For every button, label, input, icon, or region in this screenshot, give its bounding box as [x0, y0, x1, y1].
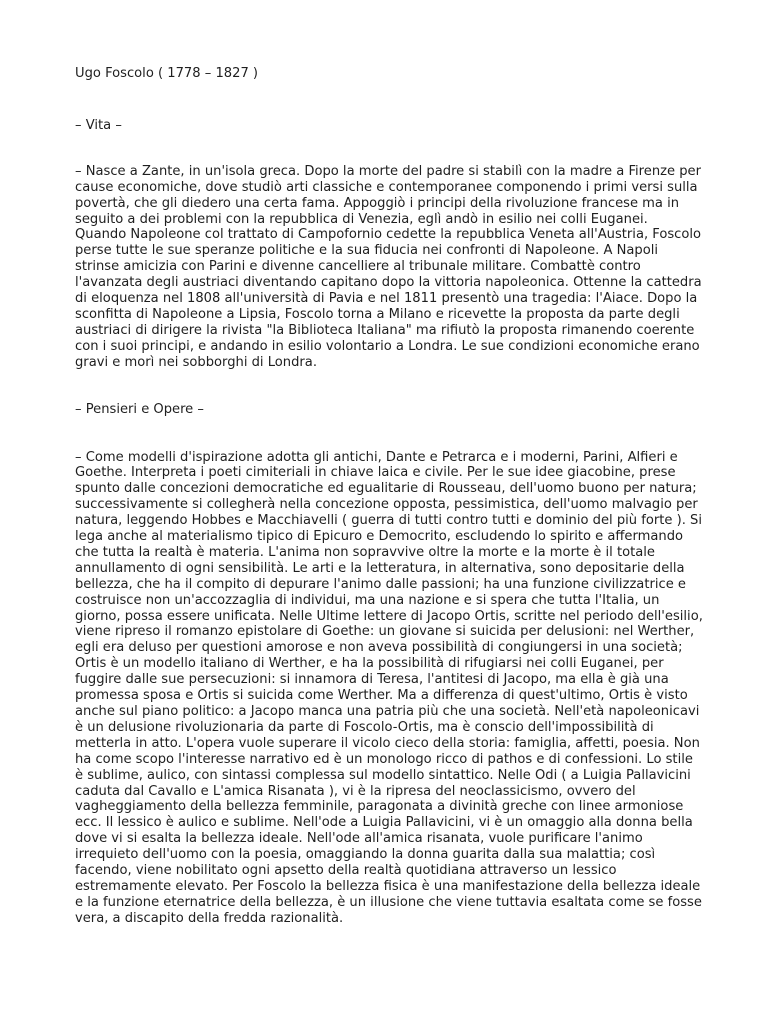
- spacer: [75, 82, 703, 118]
- spacer: [75, 134, 703, 164]
- pensieri-opere-paragraph: – Come modelli d'ispirazione adotta gli antichi, Dante e Petrarca e i moderni, Parini, Alfieri e Goethe. Interpreta i poeti cimiteriali in chiave laica e civile. Per le sue idee giacobine, prese spunto dalle concezioni democratiche ed egualitarie di Rousseau, dell'uomo buono per natura; successivamente si collegherà nella concezione opposta, pessimistica, dell'uomo malvagio per natura, leggendo Hobbes e Macchiavelli ( guerra di tutti contro tutti e dominio del più forte ). Si lega anche al materialismo tipico di Epicuro e Democrito, escludendo lo spirito e affermando che tutta la realtà è materia. L'anima non sopravvive oltre la morte e la morte è il totale annullamento di ogni sensibilità. Le arti e la letteratura, in alternativa, sono depositarie della bellezza, che ha il compito di depurare l'animo dalle passioni; ha una funzione civilizzatrice e costruisce non un'accozzaglia di individui, ma una nazione e si spera che tutta l'Italia, un giorno, possa essere unificata. Nelle Ultime lettere di Jacopo Ortis, scritte nel periodo dell'esilio, viene ripreso il romanzo epistolare di Goethe: un giovane si suicida per delusioni: nel Werther, egli era deluso per questioni amorose e non aveva possibilità di congiungersi in una società; Ortis è un modello italiano di Werther, e ha la possibilità di rifugiarsi nei colli Euganei, per fuggire dalle sue persecuzioni: si innamora di Teresa, l'antitesi di Jacopo, ma ella è già una promessa sposa e Ortis si suicida come Werther. Ma a differenza di quest'ultimo, Ortis è visto anche sul piano politico: a Jacopo manca una patria più che una società. Nell'età napoleonicavi è un delusione rivoluzionaria da parte di Foscolo-Ortis, ma è conscio dell'impossibilità di metterla in atto. L'opera vuole superare il vicolo cieco della storia: famiglia, affetti, poesia. Non ha come scopo l'interesse narrativo ed è un monologo ricco di pathos e di confessioni. Lo stile è sublime, aulico, con sintassi complessa sul modello sintattico. Nelle Odi ( a Luigia Pallavicini caduta dal Cavallo e L'amica Risanata ), vi è la ripresa del neoclassicismo, ovvero del vagheggiamento della bellezza femminile, paragonata a divinità greche con linee armoniose ecc. Il lessico è aulico e sublime. Nell'ode a Luigia Pallavicini, vi è un omaggio alla donna bella dove vi si esalta la bellezza ideale. Nell'ode all'amica risanata, vuole purificare l'animo irrequieto dell'uomo con la poesia, omaggiando la donna guarita dalla sua malattia; così facendo, viene nobilitato ogni apsetto della realtà quotidiana attraverso un lessico estremamente elevato. Per Foscolo la bellezza fisica è una manifestazione della bellezza ideale e la funzione eternatrice della bellezza, è un illusione che viene tuttavia esaltata come se fosse vera, a discapito della fredda razionalità.: [75, 449, 703, 926]
- document-page: [75, 66, 703, 927]
- spacer: [75, 371, 703, 402]
- document-title: Ugo Foscolo ( 1778 – 1827 ): [75, 66, 259, 81]
- spacer: [75, 418, 703, 450]
- section-heading-pensieri-opere: – Pensieri e Opere –: [75, 401, 204, 417]
- section-heading-vita: – Vita –: [75, 117, 122, 133]
- vita-paragraph: – Nasce a Zante, in un'isola greca. Dopo la morte del padre si stabilì con la madre a Firenze per cause economiche, dove studiò arti classiche e contemporanee componendo i primi versi sulla povertà, che gli diedero una certa fama. Appoggiò i principi della rivoluzione francese ma in seguito a dei problemi con la repubblica di Venezia, eglì andò in esilio nei colli Euganei. Quando Napoleone col trattato di Campofornio cedette la repubblica Veneta all'Austria, Foscolo perse tutte le sue speranze politiche e la sua fiducia nei confronti di Napoleone. A Napoli strinse amicizia con Parini e divenne cancelliere al tribunale militare. Combattè contro l'avanzata degli austriaci diventando capitano dopo la vittoria napoleonica. Ottenne la cattedra di eloquenza nel 1808 all'università di Pavia e nel 1811 presentò una tragedia: l'Aiace. Dopo la sconfitta di Napoleone a Lipsia, Foscolo torna a Milano e ricevette la proposta da parte degli austriaci di dirigere la rivista "la Biblioteca Italiana" ma rifiutò la proposta rimanendo coerente con i suoi principi, e andando in esilio volontario a Londra. Le sue condizioni economiche erano gravi e morì nei sobborghi di Londra.: [75, 163, 702, 370]
